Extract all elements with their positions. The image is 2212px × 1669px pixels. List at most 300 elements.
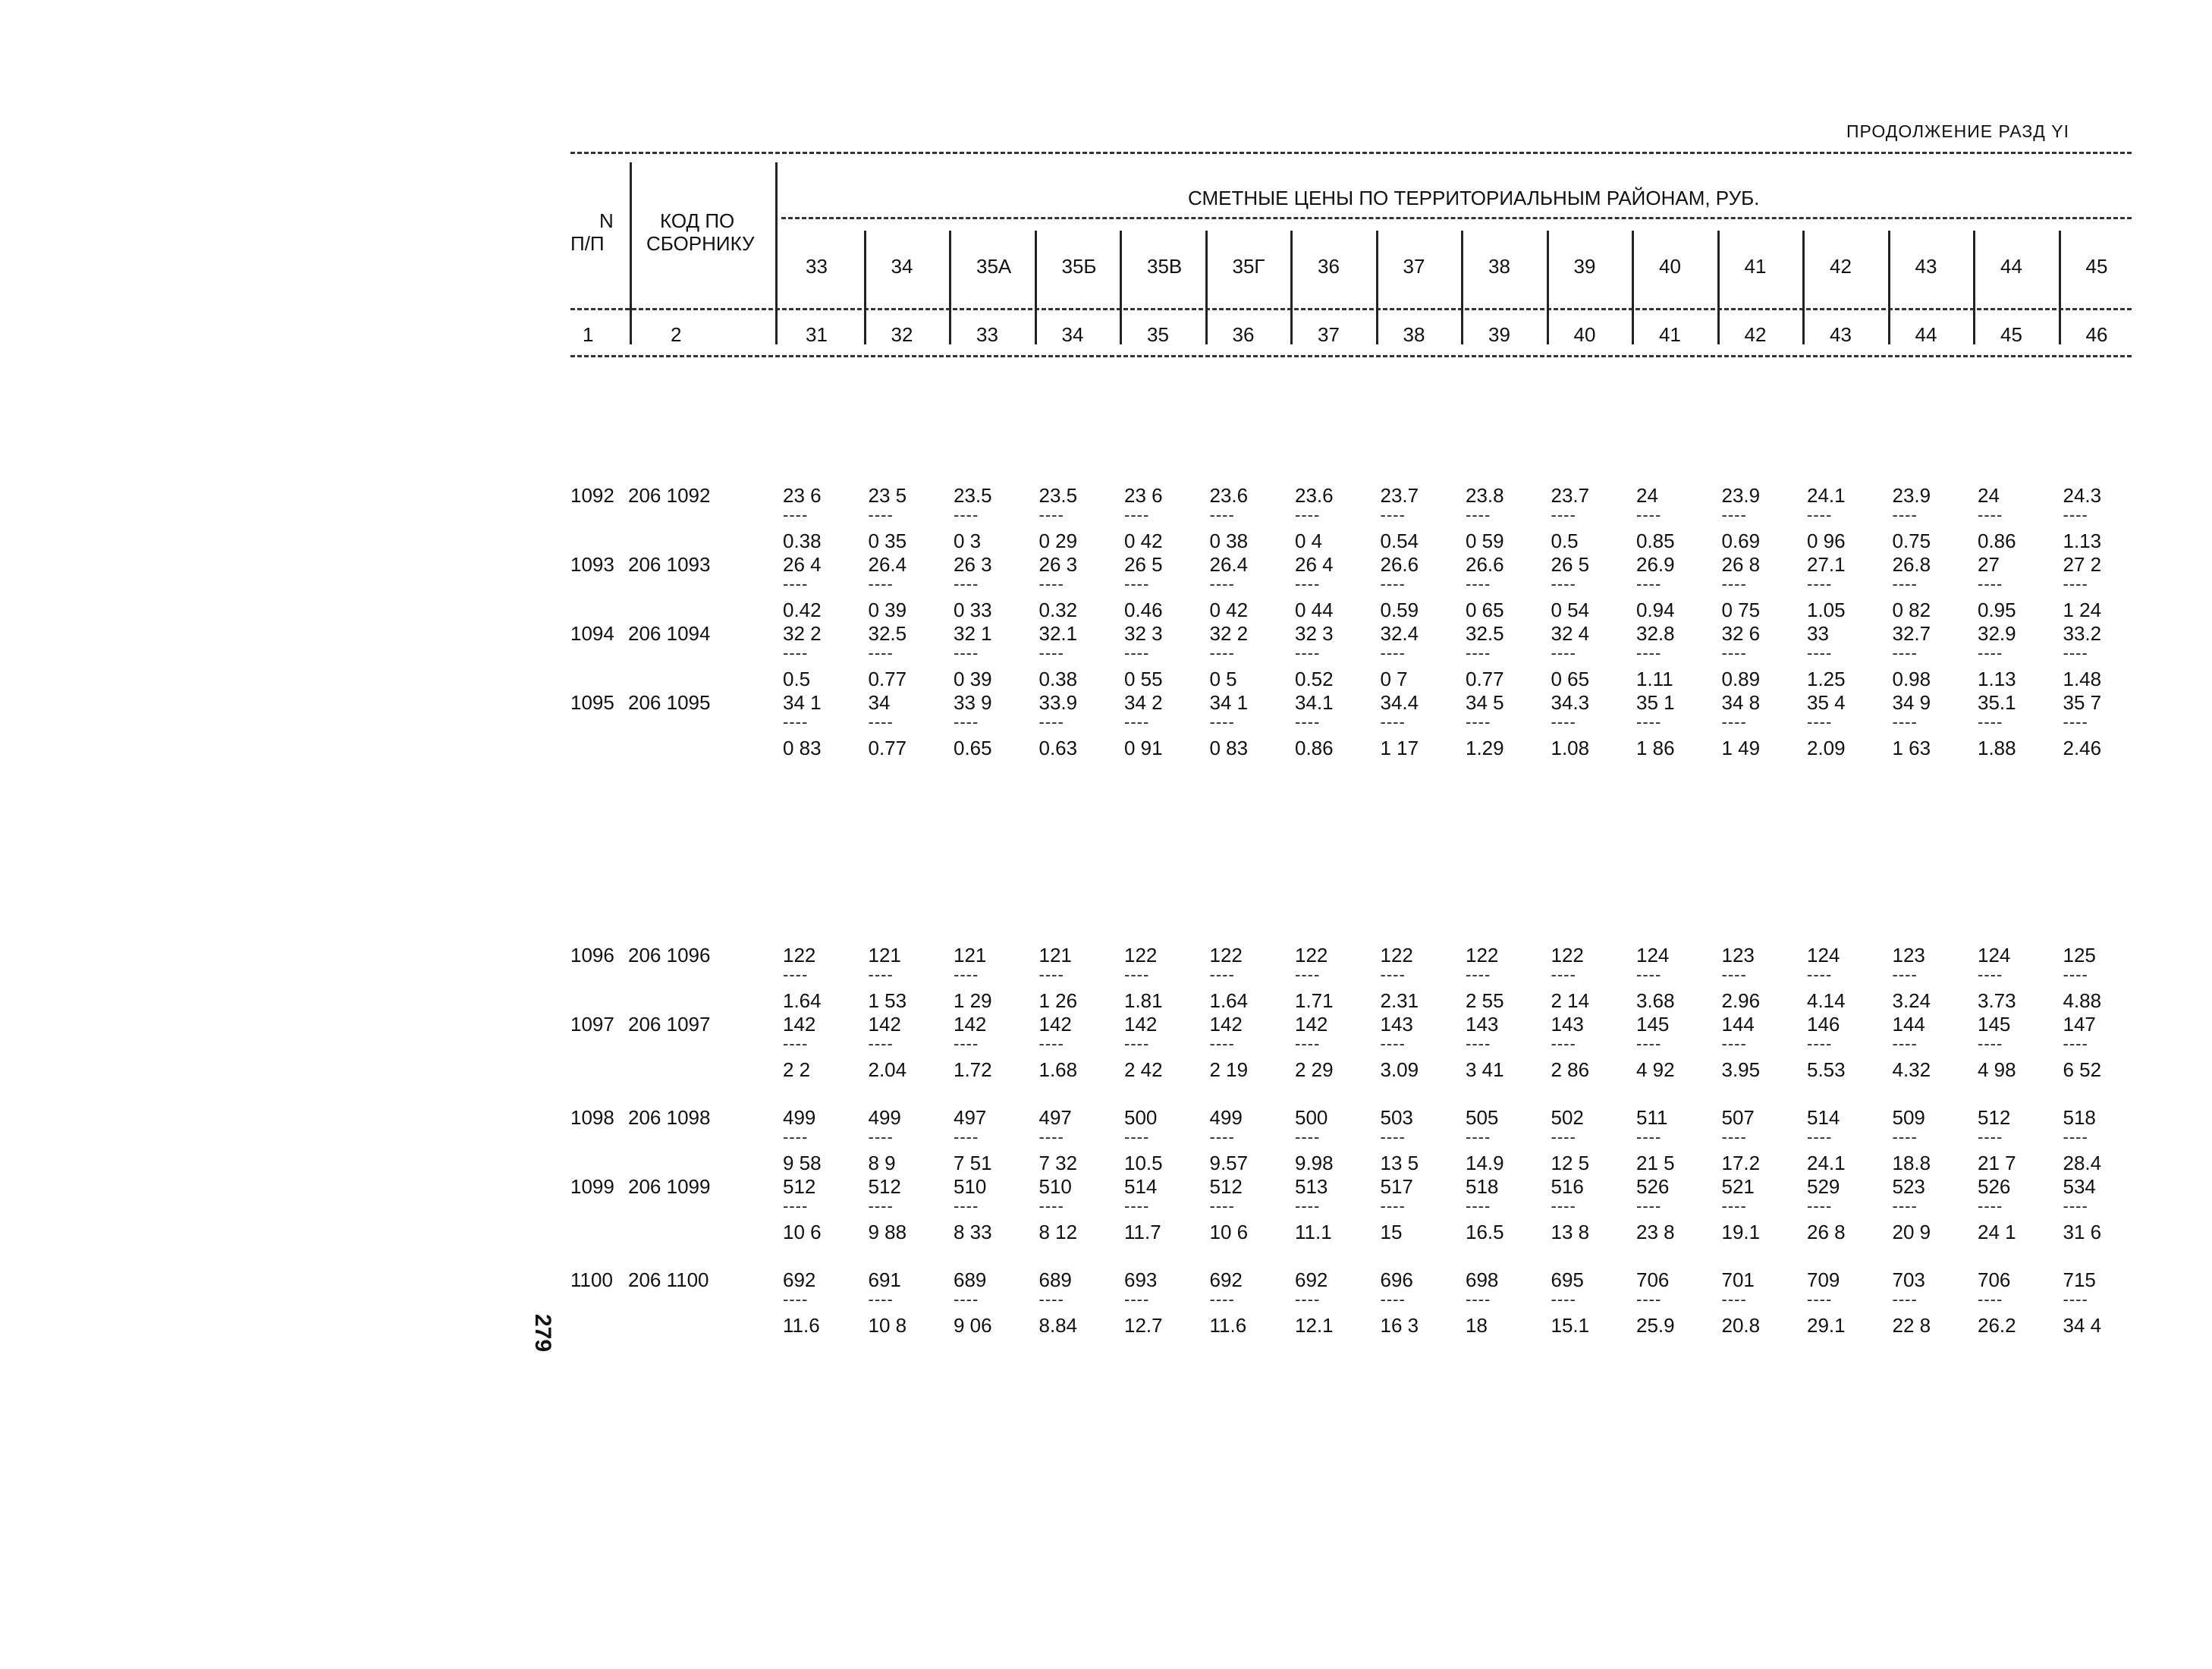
price-value: 518: [1466, 1175, 1499, 1198]
price-value: 698: [1466, 1268, 1499, 1291]
fraction-bar: ----: [1892, 712, 1918, 731]
fraction-bar: ----: [783, 1127, 809, 1146]
cost-value: 1 86: [1636, 737, 1675, 759]
row-code: 206 1092: [628, 484, 711, 507]
fraction-bar: ----: [1807, 1290, 1833, 1309]
cost-value: 0.86: [1978, 530, 2016, 552]
row-code: 206 1099: [628, 1175, 711, 1198]
cost-value: 24.1: [1807, 1152, 1846, 1174]
cost-value: 2.96: [1721, 989, 1761, 1012]
fraction-bar: ----: [1124, 965, 1150, 984]
fraction-bar: ----: [1807, 1127, 1833, 1146]
cost-value: 18: [1466, 1314, 1488, 1337]
price-value: 27: [1978, 553, 2000, 576]
cost-value: 2.09: [1807, 737, 1846, 759]
cost-value: 12.7: [1124, 1314, 1163, 1337]
fraction-bar: ----: [1466, 1127, 1491, 1146]
price-value: 143: [1466, 1013, 1499, 1036]
fraction-bar: ----: [1380, 1290, 1406, 1309]
cost-value: 7 51: [954, 1152, 992, 1174]
fraction-bar: ----: [1721, 1034, 1747, 1053]
cost-value: 3.09: [1380, 1058, 1419, 1081]
price-value: 34 1: [783, 691, 822, 714]
cost-value: 0 54: [1551, 599, 1590, 621]
price-value: 507: [1721, 1106, 1755, 1129]
row-number: 1096: [570, 944, 614, 967]
price-value: 27 2: [2063, 553, 2102, 576]
cost-value: 1.08: [1551, 737, 1590, 759]
fraction-bar: ----: [2063, 505, 2088, 524]
cost-value: 1.64: [1209, 989, 1249, 1012]
cost-value: 13 8: [1551, 1221, 1590, 1243]
fraction-bar: ----: [1466, 1034, 1491, 1053]
price-value: 33.9: [1038, 691, 1078, 714]
cost-value: 23 8: [1636, 1221, 1675, 1243]
fraction-bar: ----: [1978, 1127, 2003, 1146]
price-value: 146: [1807, 1013, 1840, 1036]
price-value: 26 8: [1721, 553, 1761, 576]
row-number: 1098: [570, 1106, 614, 1129]
cost-value: 0.32: [1038, 599, 1078, 621]
fraction-bar: ----: [1124, 1034, 1150, 1053]
fraction-bar: ----: [1807, 712, 1833, 731]
price-value: 499: [1209, 1106, 1243, 1129]
price-value: 122: [783, 944, 816, 967]
cost-value: 3.68: [1636, 989, 1675, 1012]
header-bottom-rule: [570, 355, 2132, 357]
column-number: 39: [1488, 323, 1510, 346]
price-value: 35.1: [1978, 691, 2016, 714]
cost-value: 0 39: [954, 668, 992, 690]
column-separator: [1290, 231, 1293, 344]
row-code: 206 1098: [628, 1106, 711, 1129]
price-value: 23.6: [1295, 484, 1334, 507]
cost-value: 25.9: [1636, 1314, 1675, 1337]
cost-value: 0 3: [954, 530, 982, 552]
fraction-bar: ----: [1892, 505, 1918, 524]
fraction-bar: ----: [1978, 965, 2003, 984]
row-number: 1092: [570, 484, 614, 507]
cost-value: 20.8: [1721, 1314, 1761, 1337]
cost-value: 2.31: [1380, 989, 1419, 1012]
region-header: 35Б: [1061, 255, 1097, 278]
price-value: 692: [783, 1268, 816, 1291]
fraction-bar: ----: [868, 1290, 894, 1309]
column-separator: [1035, 231, 1037, 344]
cost-value: 7 32: [1038, 1152, 1078, 1174]
cost-value: 34 4: [2063, 1314, 2102, 1337]
price-value: 124: [1807, 944, 1840, 967]
fraction-bar: ----: [1721, 643, 1747, 662]
price-value: 34: [868, 691, 891, 714]
fraction-bar: ----: [1636, 1290, 1662, 1309]
price-value: 689: [1038, 1268, 1072, 1291]
cost-value: 2 42: [1124, 1058, 1163, 1081]
fraction-bar: ----: [1038, 965, 1064, 984]
price-value: 514: [1807, 1106, 1840, 1129]
col-code-line1: КОД ПО: [660, 209, 735, 232]
price-value: 26 4: [783, 553, 822, 576]
price-value: 23.8: [1466, 484, 1504, 507]
fraction-bar: ----: [1551, 1290, 1576, 1309]
price-value: 511: [1636, 1106, 1668, 1129]
price-value: 32 3: [1295, 622, 1334, 645]
fraction-bar: ----: [1124, 712, 1150, 731]
column-number: 32: [891, 323, 913, 346]
price-value: 26 4: [1295, 553, 1334, 576]
price-value: 26.6: [1466, 553, 1504, 576]
region-header: 41: [1744, 255, 1767, 278]
fraction-bar: ----: [1551, 712, 1576, 731]
fraction-bar: ----: [1978, 1196, 2003, 1215]
price-value: 534: [2063, 1175, 2096, 1198]
cost-value: 0 33: [954, 599, 992, 621]
price-value: 124: [1978, 944, 2011, 967]
price-value: 122: [1295, 944, 1328, 967]
column-separator: [1632, 231, 1634, 344]
cost-value: 0.63: [1038, 737, 1078, 759]
cost-value: 0 39: [868, 599, 907, 621]
region-header: 37: [1403, 255, 1425, 278]
header-sub-rule: [570, 308, 2132, 310]
region-header: 40: [1659, 255, 1681, 278]
price-value: 526: [1636, 1175, 1670, 1198]
fraction-bar: ----: [1551, 505, 1576, 524]
column-number: 34: [1061, 323, 1084, 346]
cost-value: 0.75: [1892, 530, 1931, 552]
cost-value: 0 42: [1124, 530, 1163, 552]
row-code: 206 1100: [628, 1268, 709, 1291]
cost-value: 1.48: [2063, 668, 2102, 690]
price-value: 526: [1978, 1175, 2011, 1198]
column-number: 41: [1659, 323, 1681, 346]
fraction-bar: ----: [868, 505, 894, 524]
price-value: 24: [1978, 484, 2000, 507]
price-value: 499: [783, 1106, 816, 1129]
fraction-bar: ----: [1380, 643, 1406, 662]
cost-value: 0.89: [1721, 668, 1761, 690]
page-number: 279: [530, 1313, 556, 1353]
column-number: 36: [1232, 323, 1255, 346]
cost-value: 15: [1380, 1221, 1403, 1243]
column-number: 1: [583, 323, 594, 346]
cost-value: 17.2: [1721, 1152, 1761, 1174]
price-value: 121: [1038, 944, 1072, 967]
cost-value: 3.24: [1892, 989, 1931, 1012]
row-number: 1100: [570, 1268, 613, 1291]
cost-value: 2 14: [1551, 989, 1590, 1012]
fraction-bar: ----: [2063, 574, 2088, 593]
price-value: 497: [954, 1106, 987, 1129]
fraction-bar: ----: [1295, 1034, 1321, 1053]
fraction-bar: ----: [1124, 1290, 1150, 1309]
fraction-bar: ----: [1466, 965, 1491, 984]
fraction-bar: ----: [1636, 1196, 1662, 1215]
fraction-bar: ----: [1892, 965, 1918, 984]
cost-value: 11.1: [1295, 1221, 1332, 1243]
fraction-bar: ----: [1124, 1196, 1150, 1215]
fraction-bar: ----: [954, 1196, 979, 1215]
fraction-bar: ----: [868, 1034, 894, 1053]
cost-value: 6 52: [2063, 1058, 2102, 1081]
price-value: 23.7: [1551, 484, 1590, 507]
fraction-bar: ----: [954, 1034, 979, 1053]
fraction-bar: ----: [1892, 1196, 1918, 1215]
price-value: 23.9: [1721, 484, 1761, 507]
row-number: 1099: [570, 1175, 614, 1198]
cost-value: 0.94: [1636, 599, 1675, 621]
cost-value: 4 92: [1636, 1058, 1675, 1081]
price-value: 35 1: [1636, 691, 1675, 714]
fraction-bar: ----: [1978, 1290, 2003, 1309]
cost-value: 3 41: [1466, 1058, 1504, 1081]
cost-value: 0 91: [1124, 737, 1163, 759]
price-value: 26.8: [1892, 553, 1931, 576]
cost-value: 31 6: [2063, 1221, 2102, 1243]
price-value: 505: [1466, 1106, 1499, 1129]
cost-value: 2 29: [1295, 1058, 1334, 1081]
price-value: 142: [1209, 1013, 1243, 1036]
cost-value: 1.64: [783, 989, 822, 1012]
cost-value: 0.65: [954, 737, 992, 759]
fraction-bar: ----: [1466, 643, 1491, 662]
price-value: 142: [1038, 1013, 1072, 1036]
price-value: 142: [954, 1013, 987, 1036]
fraction-bar: ----: [1807, 574, 1833, 593]
cost-value: 11.7: [1124, 1221, 1161, 1243]
fraction-bar: ----: [1892, 643, 1918, 662]
fraction-bar: ----: [1209, 1290, 1235, 1309]
fraction-bar: ----: [1038, 1034, 1064, 1053]
cost-value: 2.46: [2063, 737, 2102, 759]
cost-value: 0.85: [1636, 530, 1675, 552]
cost-value: 4.32: [1892, 1058, 1931, 1081]
fraction-bar: ----: [1721, 574, 1747, 593]
fraction-bar: ----: [1892, 574, 1918, 593]
price-value: 33: [1807, 622, 1829, 645]
fraction-bar: ----: [954, 1127, 979, 1146]
cost-value: 1 63: [1892, 737, 1931, 759]
fraction-bar: ----: [1892, 1290, 1918, 1309]
fraction-bar: ----: [954, 574, 979, 593]
fraction-bar: ----: [1209, 1127, 1235, 1146]
price-value: 34 2: [1124, 691, 1163, 714]
col-n-line1: N: [599, 209, 614, 232]
cost-value: 9 58: [783, 1152, 822, 1174]
fraction-bar: ----: [1380, 574, 1406, 593]
fraction-bar: ----: [1807, 1034, 1833, 1053]
column-number: 37: [1318, 323, 1340, 346]
price-value: 34.3: [1551, 691, 1590, 714]
price-value: 33.2: [2063, 622, 2102, 645]
fraction-bar: ----: [954, 1290, 979, 1309]
price-value: 497: [1038, 1106, 1072, 1129]
fraction-bar: ----: [783, 1034, 809, 1053]
fraction-bar: ----: [2063, 965, 2088, 984]
cost-value: 1.81: [1124, 989, 1163, 1012]
fraction-bar: ----: [1978, 712, 2003, 731]
column-separator: [775, 162, 778, 344]
price-value: 27.1: [1807, 553, 1846, 576]
price-value: 122: [1466, 944, 1499, 967]
fraction-bar: ----: [1807, 643, 1833, 662]
fraction-bar: ----: [1551, 965, 1576, 984]
price-value: 512: [1978, 1106, 2011, 1129]
cost-value: 0 4: [1295, 530, 1323, 552]
cost-value: 11.6: [783, 1314, 820, 1337]
fraction-bar: ----: [1636, 1127, 1662, 1146]
fraction-bar: ----: [1209, 965, 1235, 984]
column-separator: [1973, 231, 1975, 344]
price-value: 32 2: [1209, 622, 1249, 645]
price-value: 512: [1209, 1175, 1243, 1198]
fraction-bar: ----: [1807, 965, 1833, 984]
price-value: 691: [868, 1268, 901, 1291]
fraction-bar: ----: [783, 505, 809, 524]
row-code: 206 1097: [628, 1013, 711, 1036]
cost-value: 0 96: [1807, 530, 1846, 552]
cost-value: 1.72: [954, 1058, 992, 1081]
fraction-bar: ----: [1124, 643, 1150, 662]
cost-value: 0.5: [1551, 530, 1579, 552]
cost-value: 9 88: [868, 1221, 907, 1243]
cost-value: 20 9: [1892, 1221, 1931, 1243]
fraction-bar: ----: [1380, 1196, 1406, 1215]
cost-value: 0 5: [1209, 668, 1237, 690]
price-value: 500: [1124, 1106, 1158, 1129]
fraction-bar: ----: [783, 1196, 809, 1215]
price-value: 125: [2063, 944, 2096, 967]
cost-value: 0 35: [868, 530, 907, 552]
cost-value: 13 5: [1380, 1152, 1419, 1174]
fraction-bar: ----: [1551, 574, 1576, 593]
fraction-bar: ----: [783, 574, 809, 593]
fraction-bar: ----: [1721, 1196, 1747, 1215]
cost-value: 0 65: [1551, 668, 1590, 690]
price-value: 509: [1892, 1106, 1925, 1129]
column-separator: [2059, 231, 2061, 344]
cost-value: 24 1: [1978, 1221, 2016, 1243]
cost-value: 12 5: [1551, 1152, 1590, 1174]
price-value: 23.9: [1892, 484, 1931, 507]
fraction-bar: ----: [1807, 505, 1833, 524]
price-value: 692: [1209, 1268, 1243, 1291]
price-value: 144: [1721, 1013, 1755, 1036]
cost-value: 4.88: [2063, 989, 2102, 1012]
fraction-bar: ----: [954, 712, 979, 731]
column-separator: [1547, 231, 1549, 344]
cost-value: 0.95: [1978, 599, 2016, 621]
cost-value: 1 26: [1038, 989, 1078, 1012]
price-value: 32 6: [1721, 622, 1761, 645]
cost-value: 8 9: [868, 1152, 896, 1174]
price-value: 26.6: [1380, 553, 1419, 576]
cost-value: 2 55: [1466, 989, 1504, 1012]
fraction-bar: ----: [1721, 1290, 1747, 1309]
fraction-bar: ----: [1124, 505, 1150, 524]
cost-value: 0.5: [783, 668, 811, 690]
cost-value: 0 83: [783, 737, 822, 759]
cost-value: 28.4: [2063, 1152, 2102, 1174]
price-value: 26 5: [1124, 553, 1163, 576]
price-value: 32.5: [1466, 622, 1504, 645]
price-value: 32 4: [1551, 622, 1590, 645]
cost-value: 0.42: [783, 599, 822, 621]
fraction-bar: ----: [1466, 1290, 1491, 1309]
fraction-bar: ----: [1295, 574, 1321, 593]
price-value: 145: [1636, 1013, 1670, 1036]
fraction-bar: ----: [783, 712, 809, 731]
price-value: 706: [1978, 1268, 2011, 1291]
price-value: 123: [1892, 944, 1925, 967]
cost-value: 0.77: [1466, 668, 1504, 690]
price-value: 121: [868, 944, 901, 967]
region-header: 42: [1830, 255, 1852, 278]
cost-value: 1.29: [1466, 737, 1504, 759]
fraction-bar: ----: [1380, 965, 1406, 984]
cost-value: 12.1: [1295, 1314, 1334, 1337]
cost-value: 0.69: [1721, 530, 1761, 552]
fraction-bar: ----: [1978, 574, 2003, 593]
price-value: 26 5: [1551, 553, 1590, 576]
price-value: 122: [1551, 944, 1584, 967]
price-value: 23.7: [1380, 484, 1419, 507]
column-separator: [1376, 231, 1378, 344]
cost-value: 10 6: [783, 1221, 822, 1243]
fraction-bar: ----: [868, 1196, 894, 1215]
price-value: 513: [1295, 1175, 1328, 1198]
fraction-bar: ----: [1466, 1196, 1491, 1215]
price-value: 142: [868, 1013, 901, 1036]
cost-value: 1.88: [1978, 737, 2016, 759]
fraction-bar: ----: [1380, 712, 1406, 731]
fraction-bar: ----: [1466, 712, 1491, 731]
price-value: 502: [1551, 1106, 1584, 1129]
price-value: 32.8: [1636, 622, 1675, 645]
fraction-bar: ----: [783, 643, 809, 662]
price-value: 26 3: [954, 553, 992, 576]
price-value: 122: [1209, 944, 1243, 967]
cost-value: 0.38: [1038, 668, 1078, 690]
fraction-bar: ----: [2063, 1034, 2088, 1053]
row-number: 1093: [570, 553, 614, 576]
cost-value: 26.2: [1978, 1314, 2016, 1337]
row-number: 1095: [570, 691, 614, 714]
fraction-bar: ----: [1551, 643, 1576, 662]
price-value: 145: [1978, 1013, 2011, 1036]
fraction-bar: ----: [1721, 1127, 1747, 1146]
cost-value: 0.59: [1380, 599, 1419, 621]
column-separator: [1461, 231, 1463, 344]
column-separator: [949, 231, 951, 344]
fraction-bar: ----: [1721, 505, 1747, 524]
fraction-bar: ----: [1636, 965, 1662, 984]
row-code: 206 1095: [628, 691, 711, 714]
price-value: 703: [1892, 1268, 1925, 1291]
fraction-bar: ----: [868, 574, 894, 593]
price-value: 122: [1124, 944, 1158, 967]
price-value: 34 1: [1209, 691, 1249, 714]
row-code: 206 1094: [628, 622, 711, 645]
fraction-bar: ----: [1807, 1196, 1833, 1215]
fraction-bar: ----: [1209, 643, 1235, 662]
cost-value: 4.14: [1807, 989, 1846, 1012]
region-header: 35В: [1147, 255, 1183, 278]
cost-value: 1 24: [2063, 599, 2102, 621]
price-value: 122: [1380, 944, 1413, 967]
cost-value: 19.1: [1721, 1221, 1761, 1243]
price-value: 32 2: [783, 622, 822, 645]
